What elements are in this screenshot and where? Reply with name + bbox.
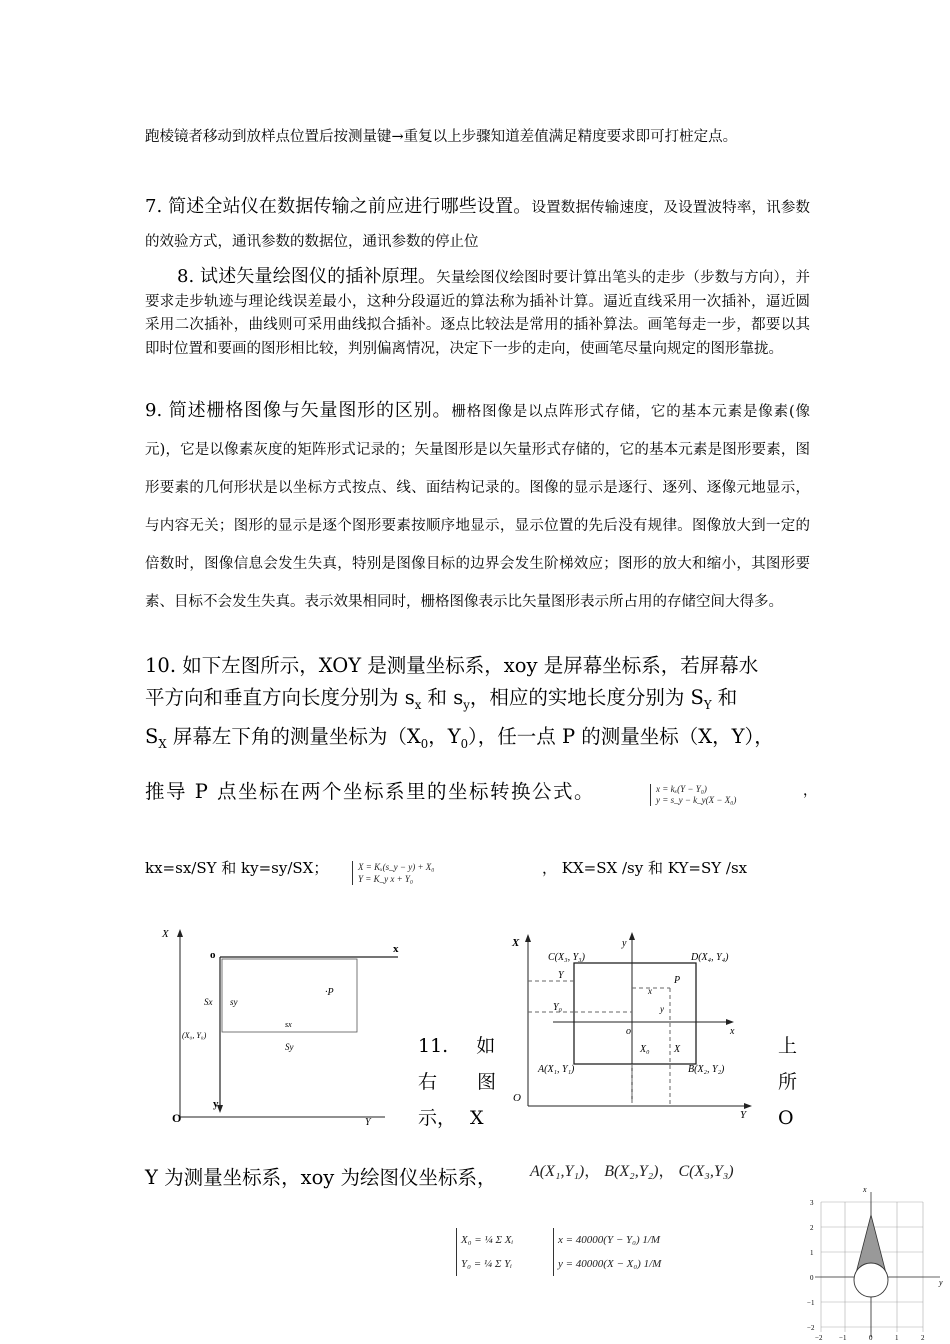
Y-label: Y [365, 1117, 371, 1128]
X-label: X [512, 937, 520, 949]
D-label: D(X₄, Y₄) [691, 952, 729, 963]
ytick-m2: −2 [807, 1324, 815, 1332]
question-7-answer: 设置数据传输速度，及设置波特率，讯参数的效验方式，通讯参数的数据位，通讯参数的停止位 [145, 200, 810, 250]
question-9-title: 9. 简述栅格图像与矢量图形的区别。 [145, 400, 452, 421]
C-label: C(X₃, Y₃) [548, 952, 585, 963]
xtick-1: 1 [895, 1334, 899, 1342]
question-7 [145, 190, 810, 259]
paragraph-tail: 跑棱镜者移动到放样点位置后按测量键→重复以上步骤知道差值满足精度要求即可打桩定点。 [145, 129, 738, 145]
P-label: ·P [325, 987, 334, 998]
ytick-1: 1 [810, 1249, 814, 1257]
question-8-title: 8. 试述矢量绘图仪的插补原理。 [177, 266, 437, 287]
q10-line1: 10. 如下左图所示，XOY 是测量坐标系，xoy 是屏幕坐标系，若屏幕水 [145, 654, 759, 677]
O-label: O [172, 1111, 182, 1125]
q10-line2: 平方向和垂直方向长度分别为 $s_x$ 和 $s_y$，相应的实地长度分别为 $S_Y$ 和 [145, 686, 738, 712]
ytick-m1: −1 [807, 1299, 815, 1307]
k-definition: kx=sx/SY 和 ky=sy/SX； [145, 859, 329, 877]
ytick-3: 3 [810, 1199, 814, 1207]
left-coordinate-figure [160, 925, 410, 1130]
xtick-m2: −2 [815, 1334, 823, 1342]
P-label: P [674, 975, 681, 986]
y-label: y [622, 938, 627, 949]
q10-line3: $S_X$ 屏幕左下角的测量坐标为（$X_0$，$Y_0$），任一点 P 的测量坐标（X，Y）， [145, 724, 774, 751]
small-cone-figure [805, 1182, 947, 1342]
cone-base-circle [854, 1263, 888, 1297]
y-small-label: y [660, 1004, 664, 1014]
x-axis-label: x [730, 1026, 735, 1037]
formula-1: x = kₓ(Y − Y₀) y = s_y − k_y(X − X₀) [650, 784, 736, 806]
q11-points: A(X₁,Y₁)， B(X₂,Y₂)， C(X₃,Y₃) [530, 1163, 734, 1180]
q11-formula-mean: X₀ = ¼ Σ Xᵢ Y₀ = ¼ Σ Yᵢ [456, 1228, 513, 1276]
right-coordinate-figure [508, 928, 766, 1120]
X-axis-arrow [177, 929, 183, 937]
q10-line4: 推导 P 点坐标在两个坐标系里的坐标转换公式。 [145, 780, 596, 803]
Y-axis-label: Y [740, 1109, 747, 1120]
ytick-2: 2 [810, 1224, 814, 1232]
question-9-answer: 栅格图像是以点阵形式存储，它的基本元素是像素(像元)，它是以像素灰度的矩阵形式记录的；矢量图形是以矢量形式存储的，它的基本元素是图形要素，图形要素的几何形状是以坐标方式按点、线、面结构记录的。图像的显示是逐行、逐列、逐像元地显示，与内容无关；图形的显示是逐个图形要素按顺序地显示，显示位置的先后没有规律。图像放大到一定的倍数时，图像信息会发生失真，特别是图像目标的边界会发生阶梯效应；图形的放大和缩小，其图形要素、目标不会发生失真。表示效果相同时，栅格图像表示比矢量图形表示所占用的存储空间大得多。 [145, 404, 811, 610]
ytick-0: 0 [810, 1274, 814, 1282]
Sy-label: Sy [285, 1042, 294, 1052]
xtick-2: 2 [921, 1334, 925, 1342]
screen-x-label: x [393, 943, 399, 955]
q11-right-col: 上 所 O [778, 1035, 798, 1129]
question-10 [145, 650, 810, 760]
screen-o-label: o [210, 949, 216, 961]
Y-label: Y [558, 970, 564, 981]
question-8-answer: 矢量绘图仪绘图时要计算出笔头的走步（步数与方向），并要求走步轨迹与理论线误差最小，这种分段逼近的算法称为插补计算。逼近直线采用一次插补，逼近圆采用二次插补，曲线则可采用曲线拟合插补。逐点比较法是常用的插补算法。画笔每走一步，都要以其即时位置和要画的图形相比较，判别偏离情况，决定下一步的走向，使画笔尽量向规定的图形靠拢。 [145, 270, 810, 357]
xtick-m1: −1 [839, 1334, 847, 1342]
y-label: y [939, 1278, 943, 1287]
question-7-title: 7. 简述全站仪在数据传输之前应进行哪些设置。 [145, 196, 532, 217]
xtick-0: 0 [869, 1334, 873, 1342]
screen-y-label: y [213, 1098, 219, 1110]
sx-label: sx [285, 1020, 292, 1029]
x-small-label: x [648, 986, 652, 996]
X0-label: X₀ [640, 1044, 650, 1055]
formula-2: X = Kₓ(s_y − y) + X₀ Y = K_y x + Y₀ [352, 861, 434, 885]
A-label: A(X₁, Y₁) [538, 1064, 575, 1075]
origin-label: (X₀, Y₀) [182, 1031, 207, 1040]
Y0-label: Y₀ [553, 1002, 563, 1013]
formula-1-comma: ， [803, 783, 817, 799]
q11-formula-transform: x = 40000(Y − Y₀) 1/M y = 40000(X − X₀) 1/M [553, 1228, 661, 1276]
question-8 [145, 265, 810, 361]
x-label: x [863, 1185, 867, 1194]
K-definition: ， KX=SX /sy 和 KY=SY /sx [542, 859, 748, 877]
B-label: B(X₂, Y₂) [688, 1064, 725, 1075]
X-small-label: X [674, 1044, 681, 1055]
X-label: X [162, 928, 169, 940]
q11-line-bottom: Y 为测量坐标系，xoy 为绘图仪坐标系， [145, 1166, 497, 1189]
Sx-label: Sx [204, 997, 213, 1007]
o-label: o [626, 1026, 631, 1037]
q11-col1: 11. 如 右 图 示， X [418, 1035, 497, 1129]
sy-label: sy [230, 997, 238, 1007]
O-label: O [513, 1092, 521, 1104]
question-9 [145, 392, 810, 621]
